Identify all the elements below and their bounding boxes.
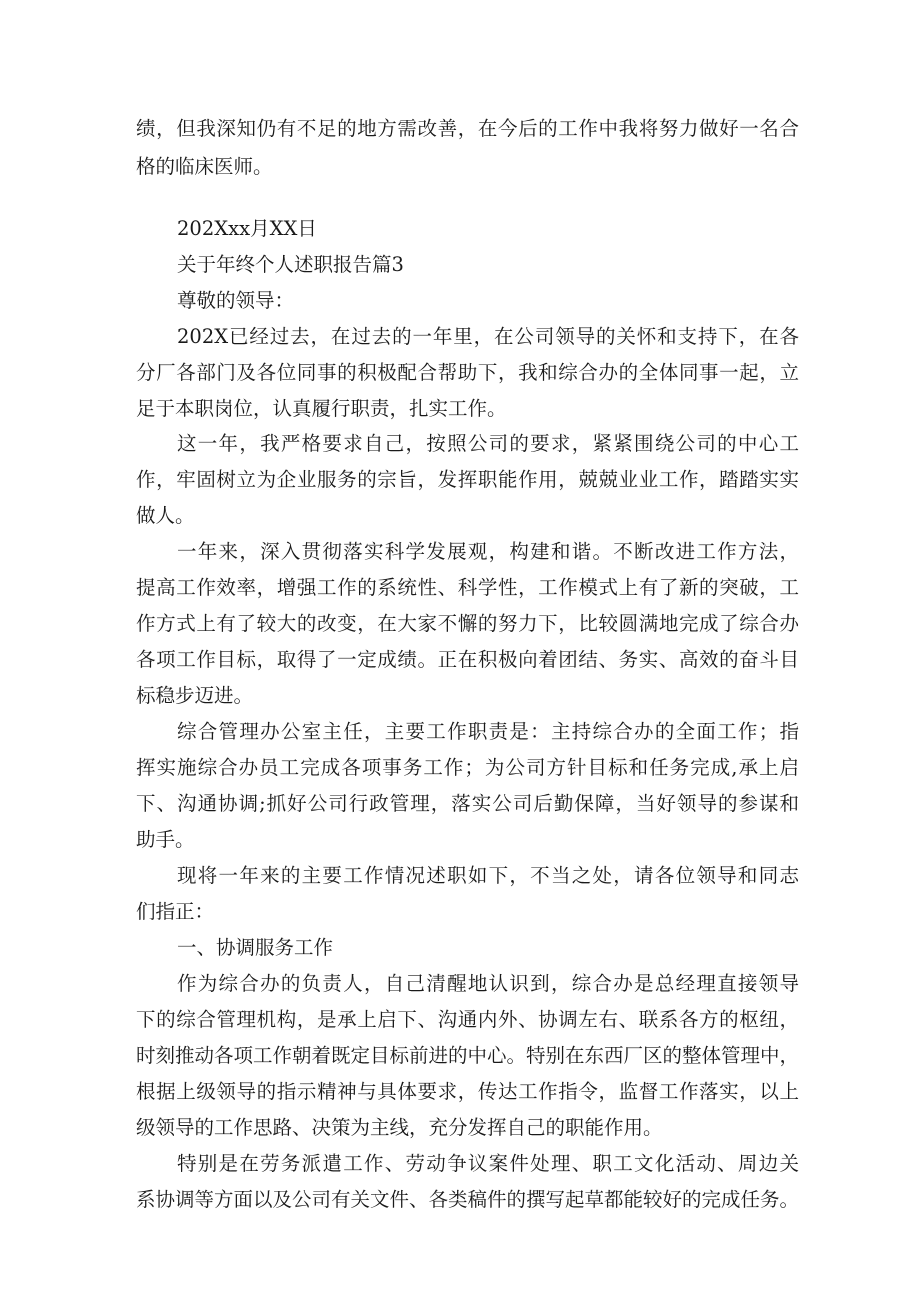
- salutation: 尊敬的领导：: [177, 289, 295, 312]
- text-line: 系协调等方面以及公司有关文件、各类稿件的撰写起草都能较好的完成任务。: [136, 1188, 800, 1211]
- text-line: 特别是在劳务派遣工作、劳动争议案件处理、职工文化活动、周边关: [177, 1152, 799, 1175]
- text-line: 分厂各部门及各位同事的积极配合帮助下，我和综合办的全体同事一起，立: [136, 361, 799, 384]
- text-line: 202X已经过去，在过去的一年里，在公司领导的关怀和支持下，在各: [177, 325, 799, 348]
- text-line: 们指正：: [136, 900, 215, 923]
- text-line: 一年来，深入贯彻落实科学发展观，构建和谐。不断改进工作方法，: [177, 540, 799, 563]
- text-line: 现将一年来的主要工作情况述职如下，不当之处，请各位领导和同志: [177, 864, 799, 887]
- text-line: 根据上级领导的指示精神与具体要求，传达工作指令，监督工作落实，以上: [136, 1080, 799, 1103]
- text-line: 绩，但我深知仍有不足的地方需改善，在今后的工作中我将努力做好一名合: [136, 117, 799, 140]
- text-line: 时刻推动各项工作朝着既定目标前进的中心。特别在东西厂区的整体管理中，: [136, 1044, 800, 1067]
- text-line: 提高工作效率，增强工作的系统性、科学性，工作模式上有了新的突破，工: [136, 576, 799, 599]
- subsection-heading: 一、协调服务工作: [177, 936, 334, 959]
- text-line: 标稳步迈进。: [136, 684, 254, 707]
- text-line: 助手。: [136, 828, 195, 851]
- text-line: 下的综合管理机构，是承上启下、沟通内外、协调左右、联系各方的枢纽，: [136, 1008, 799, 1031]
- text-line: 各项工作目标，取得了一定成绩。正在积极向着团结、务实、高效的奋斗目: [136, 648, 799, 671]
- text-line: 作，牢固树立为企业服务的宗旨，发挥职能作用，兢兢业业工作，踏踏实实: [136, 468, 799, 491]
- text-line: 作为综合办的负责人，自己清醒地认识到，综合办是总经理直接领导: [177, 972, 799, 995]
- text-line: 下、沟通协调;抓好公司行政管理，落实公司后勤保障，当好领导的参谋和: [136, 792, 799, 815]
- text-line: 挥实施综合办员工完成各项事务工作；为公司方针目标和任务完成,承上启: [136, 756, 799, 779]
- date-line: 202Xxx月XX日: [177, 217, 317, 240]
- text-line: 作方式上有了较大的改变，在大家不懈的努力下，比较圆满地完成了综合办: [136, 612, 799, 635]
- text-line: 格的临床医师。: [136, 155, 273, 178]
- text-line: 做人。: [136, 504, 195, 527]
- section-title: 关于年终个人述职报告篇3: [177, 253, 404, 276]
- text-line: 这一年，我严格要求自己，按照公司的要求，紧紧围绕公司的中心工: [177, 432, 799, 455]
- text-line: 综合管理办公室主任，主要工作职责是：主持综合办的全面工作；指: [177, 720, 799, 743]
- text-line: 足于本职岗位，认真履行职责，扎实工作。: [136, 397, 507, 420]
- text-line: 级领导的工作思路、决策为主线，充分发挥自己的职能作用。: [136, 1116, 663, 1139]
